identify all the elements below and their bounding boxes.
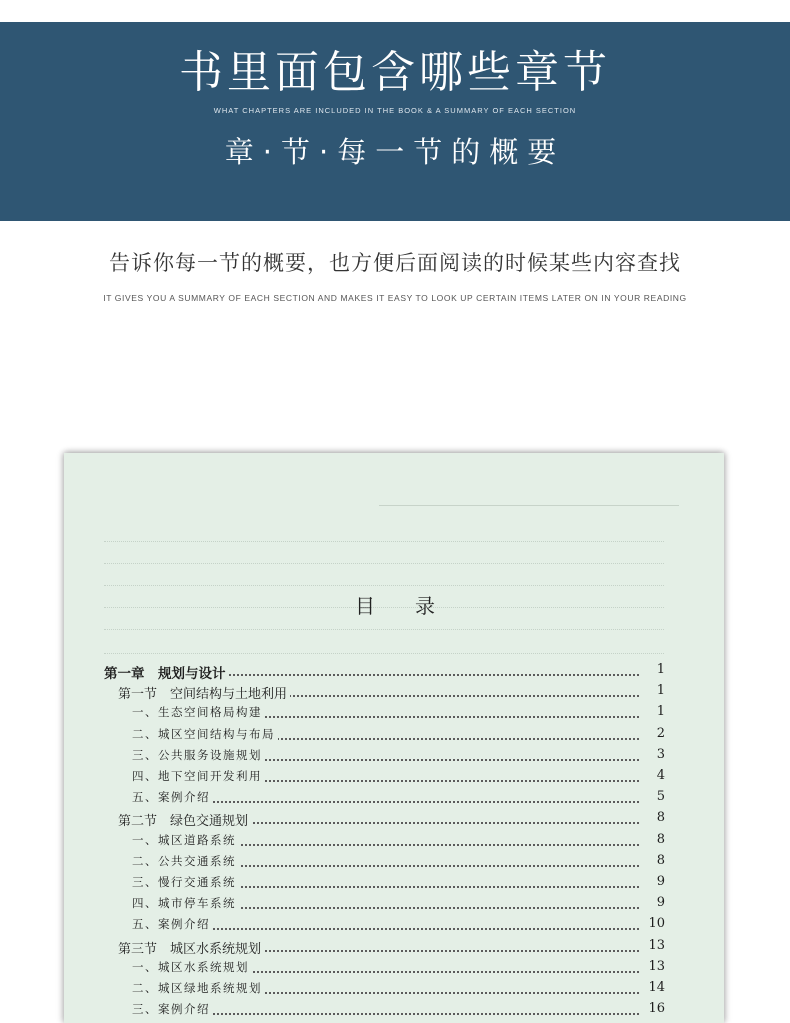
toc-entry	[0, 683, 790, 703]
toc-entry-page: 9	[656, 895, 665, 910]
toc-entry	[0, 874, 790, 894]
toc-entry-page: 13	[648, 959, 665, 974]
toc-entry-label: 五、案例介绍	[132, 789, 213, 805]
toc-entry	[0, 895, 790, 915]
toc-entry-page: 2	[656, 726, 665, 741]
bleed-line	[104, 563, 664, 564]
toc-entry-label: 一、生态空间格局构建	[132, 704, 265, 720]
toc-entry-label: 一、城区水系统规划	[132, 959, 252, 975]
toc-entry	[0, 832, 790, 852]
banner-tagline: 章·节·每一节的概要	[224, 135, 566, 169]
toc-entry	[0, 704, 790, 724]
toc-entry-label: 二、公共交通系统	[132, 853, 239, 869]
bleed-line	[104, 541, 664, 542]
toc-entry-page: 8	[656, 853, 665, 868]
toc-entry	[0, 938, 790, 958]
toc-entry	[0, 747, 790, 767]
toc-entry-label: 五、案例介绍	[132, 916, 213, 932]
toc-entry	[0, 853, 790, 873]
toc-entry-label: 四、地下空间开发利用	[132, 768, 265, 784]
toc-entry-page: 5	[656, 789, 665, 804]
toc-entry	[0, 726, 790, 746]
toc-entry	[0, 916, 790, 936]
toc-entry-page: 8	[656, 810, 665, 825]
toc-heading: 目录	[355, 594, 475, 618]
toc-entry-label: 三、公共服务设施规划	[132, 747, 265, 763]
toc-entry	[0, 662, 790, 682]
toc-entry-page: 14	[648, 980, 665, 995]
toc-entry	[0, 959, 790, 979]
intro-text-en: IT GIVES YOU A SUMMARY OF EACH SECTION AND MAKES IT EASY TO LOOK UP CERTAIN ITEMS LATER ON IN YOUR READING	[103, 293, 687, 303]
toc-entry-page: 9	[656, 874, 665, 889]
bleed-line	[104, 585, 664, 586]
banner-subtitle-en: WHAT CHAPTERS ARE INCLUDED IN THE BOOK & A SUMMARY OF EACH SECTION	[213, 106, 577, 115]
toc-entry-page: 4	[656, 768, 665, 783]
toc-entry-label: 二、城区绿地系统规划	[132, 980, 265, 996]
toc-entry	[0, 1001, 790, 1021]
toc-entry	[0, 768, 790, 788]
toc-entry-label: 第一节 空间结构与土地利用	[118, 683, 290, 702]
toc-entry	[0, 810, 790, 830]
banner-title: 书里面包含哪些章节	[179, 47, 611, 98]
bleed-header-rule	[379, 505, 679, 506]
toc-entry-label: 第二节 绿色交通规划	[118, 810, 251, 829]
toc-entry-page: 16	[648, 1001, 665, 1016]
toc-entry-page: 10	[648, 916, 665, 931]
toc-entry-page: 1	[656, 704, 665, 719]
toc-entry-label: 第三节 城区水系统规划	[118, 938, 264, 957]
toc-entry-page: 8	[656, 832, 665, 847]
toc-entry	[0, 980, 790, 1000]
toc-entry-page: 3	[656, 747, 665, 762]
toc-entry-label: 二、城区空间结构与布局	[132, 726, 278, 742]
toc-entry-page: 1	[656, 683, 665, 698]
toc-entry-label: 第一章 规划与设计	[104, 662, 229, 682]
toc-entry-page: 13	[648, 938, 665, 953]
toc-entry-label: 三、案例介绍	[132, 1001, 213, 1017]
intro-text-cn: 告诉你每一节的概要，也方便后面阅读的时候某些内容查找	[109, 251, 681, 275]
bleed-line	[104, 653, 664, 654]
toc-entry-label: 四、城市停车系统	[132, 895, 239, 911]
toc-entry-label: 三、慢行交通系统	[132, 874, 239, 890]
bleed-line	[104, 629, 664, 630]
toc-entry	[0, 789, 790, 809]
toc-entry-page: 1	[656, 662, 665, 677]
toc-entry-label: 一、城区道路系统	[132, 832, 239, 848]
